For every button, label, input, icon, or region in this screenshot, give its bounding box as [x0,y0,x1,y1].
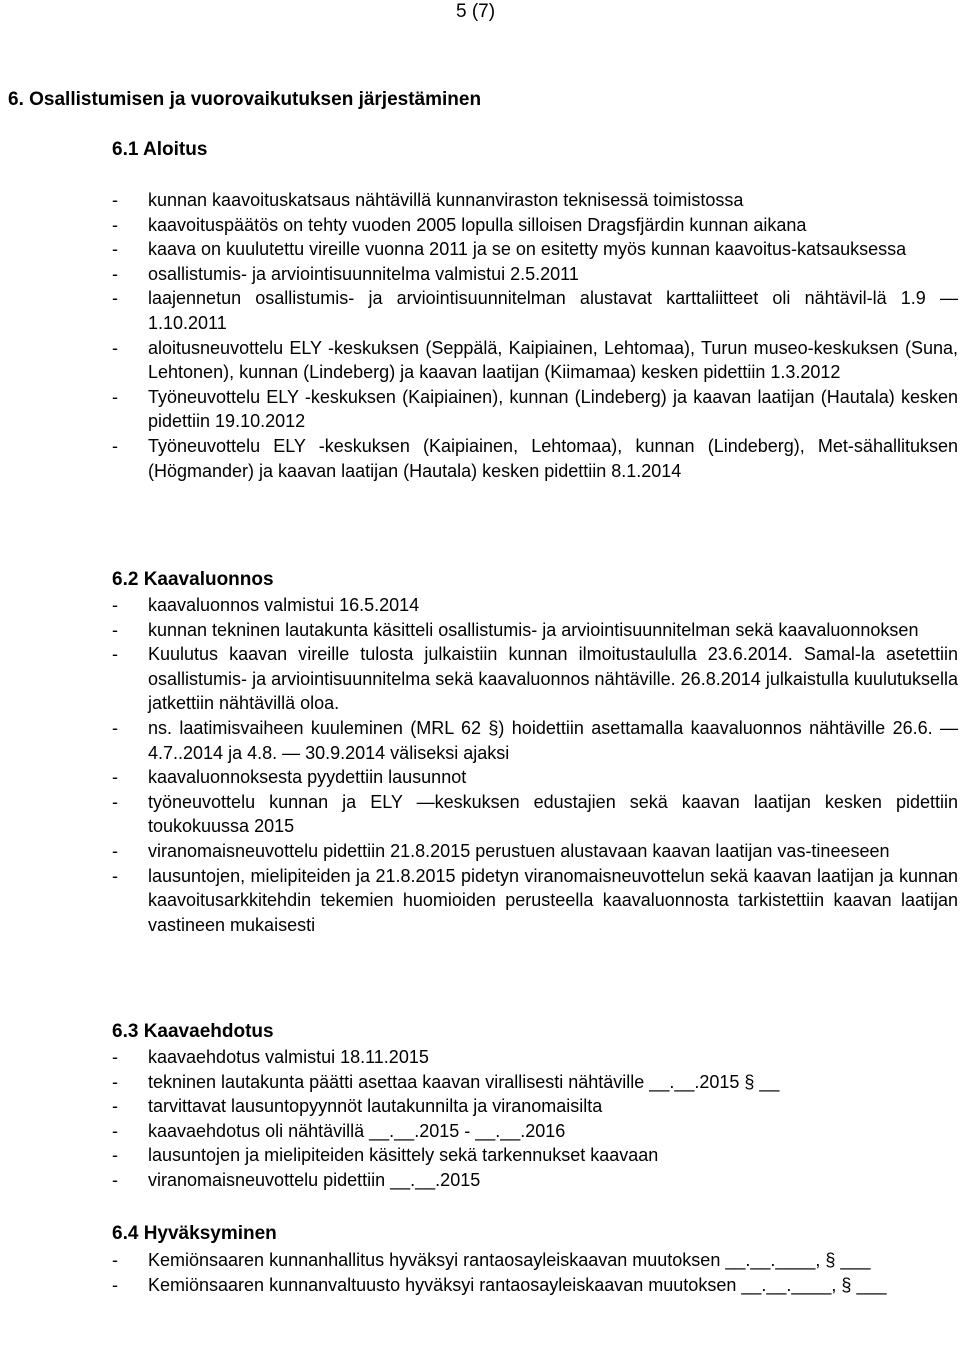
section-list-aloitus [112,188,958,483]
section-list-kaavaehdotus [112,1045,958,1193]
section-number: 6.1 [112,139,139,160]
section-list-hyvaksyminen [112,1248,958,1297]
list-item: - Kemiönsaaren kunnanvaltuusto hyväksyi rantaosayleiskaavan muutoksen __.__.____, § ___ [112,1274,887,1295]
list-item: - osallistumis- ja arviointisuunnitelma valmistui 2.5.2011 [112,263,579,284]
list-item: - viranomaisneuvottelu pidettiin __.__.2015 [112,1169,481,1190]
section-number: 6.3 [112,1021,139,1042]
section-list-kaavaluonnos [112,593,958,937]
section-number: 6.4 [112,1223,139,1244]
list-item: - Kemiönsaaren kunnanhallitus hyväksyi rantaosayleiskaavan muutoksen __.__.____, § ___ [112,1250,871,1270]
section-title: Hyväksyminen [143,1223,277,1244]
section-heading-aloitus [112,138,207,162]
list-item: - laajennetun osallistumis- ja arviointisuunnitelman alustavat karttaliitteet oli nähtävil-lä 1.9 — 1.10.2011 [112,288,958,333]
list-item: - kunnan tekninen lautakunta käsitteli osallistumis- ja arviointisuunnitelman sekä kaavaluonnoksen [112,619,919,640]
chapter-heading: 6. Osallistumisen ja vuorovaikutuksen järjestäminen [8,89,482,110]
list-item: - viranomaisneuvottelu pidettiin 21.8.2015 perustuen alustavaan kaavan laatijan vas-tineeseen [112,840,890,861]
list-item: - aloitusneuvottelu ELY -keskuksen (Seppälä, Kaipiainen, Lehtomaa), Turun museo-keskuksen (Suna, Lehtonen), kunnan (Lindeberg) ja kaavan laatijan (Kiimamaa) kesken pidettiin 1.3.2012 [112,337,958,383]
list-item: - Työneuvottelu ELY -keskuksen (Kaipiainen), kunnan (Lindeberg) ja kaavan laatijan (Hautala) kesken pidettiin 19.10.2012 [112,386,958,432]
list-item: - kaavaluonnoksesta pyydettiin lausunnot [112,767,467,788]
section-heading-kaavaluonnos [112,568,274,592]
list-item: - lausuntojen ja mielipiteiden käsittely sekä tarkennukset kaavaan [112,1145,659,1166]
list-item: - Kuulutus kaavan vireille tulosta julkaistiin kunnan ilmoitustaululla 23.6.2014. Samal-la asetettiin osallistumis- ja arviointisuunnitelma sekä kaavaluonnos nähtäville. 26.8.2014 julkaistulla kuulutuksella jatkettiin nähtävillä oloa. [112,644,958,714]
list-item: - kaavaehdotus valmistui 18.11.2015 [112,1047,429,1067]
section-title: Kaavaehdotus [143,1021,274,1042]
list-item: - Työneuvottelu ELY -keskuksen (Kaipiainen, Lehtomaa), kunnan (Lindeberg), Met-sähallituksen (Högmander) ja kaavan laatijan (Hautala) kesken pidettiin 8.1.2014 [112,435,958,481]
list-item: - tarvittavat lausuntopyynnöt lautakunnilta ja viranomaisilta [112,1096,603,1117]
list-item: - kaavaluonnos valmistui 16.5.2014 [112,595,420,615]
list-item: - kaava on kuulutettu vireille vuonna 2011 ja se on esitetty myös kunnan kaavoitus-katsauksessa [112,239,907,260]
section-heading-kaavaehdotus [112,1020,274,1044]
list-item: - tekninen lautakunta päätti asettaa kaavan virallisesti nähtäville __.__.2015 § __ [112,1071,780,1092]
list-item: - kunnan kaavoituskatsaus nähtävillä kunnanviraston teknisessä toimistossa [112,190,744,210]
list-item: - kaavoituspäätös on tehty vuoden 2005 lopulla silloisen Dragsfjärdin kunnan aikana [112,214,807,235]
section-title: Aloitus [143,139,208,160]
section-title: Kaavaluonnos [143,569,274,590]
list-item: - lausuntojen, mielipiteiden ja 21.8.2015 pidetyn viranomaisneuvottelun sekä kaavan laatijan ja kunnan kaavoitusarkkitehdin tekemien huomioiden perusteella kaavaluonnosta tarkistettiin kaavan laatijan vastineen mukaisesti [112,865,958,935]
list-item: - ns. laatimisvaiheen kuuleminen (MRL 62 §) hoidettiin asettamalla kaavaluonnos nähtäville 26.6. — 4.7..2014 ja 4.8. — 30.9.2014 väliseksi ajaksi [112,717,958,763]
page-number: 5 (7) [456,1,496,22]
section-heading-hyvaksyminen [112,1222,277,1246]
list-item: - kaavaehdotus oli nähtävillä __.__.2015 - __.__.2016 [112,1120,566,1141]
list-item: - työneuvottelu kunnan ja ELY —keskuksen edustajien sekä kaavan laatijan kesken pidettiin toukokuussa 2015 [112,791,958,837]
section-number: 6.2 [112,569,139,590]
